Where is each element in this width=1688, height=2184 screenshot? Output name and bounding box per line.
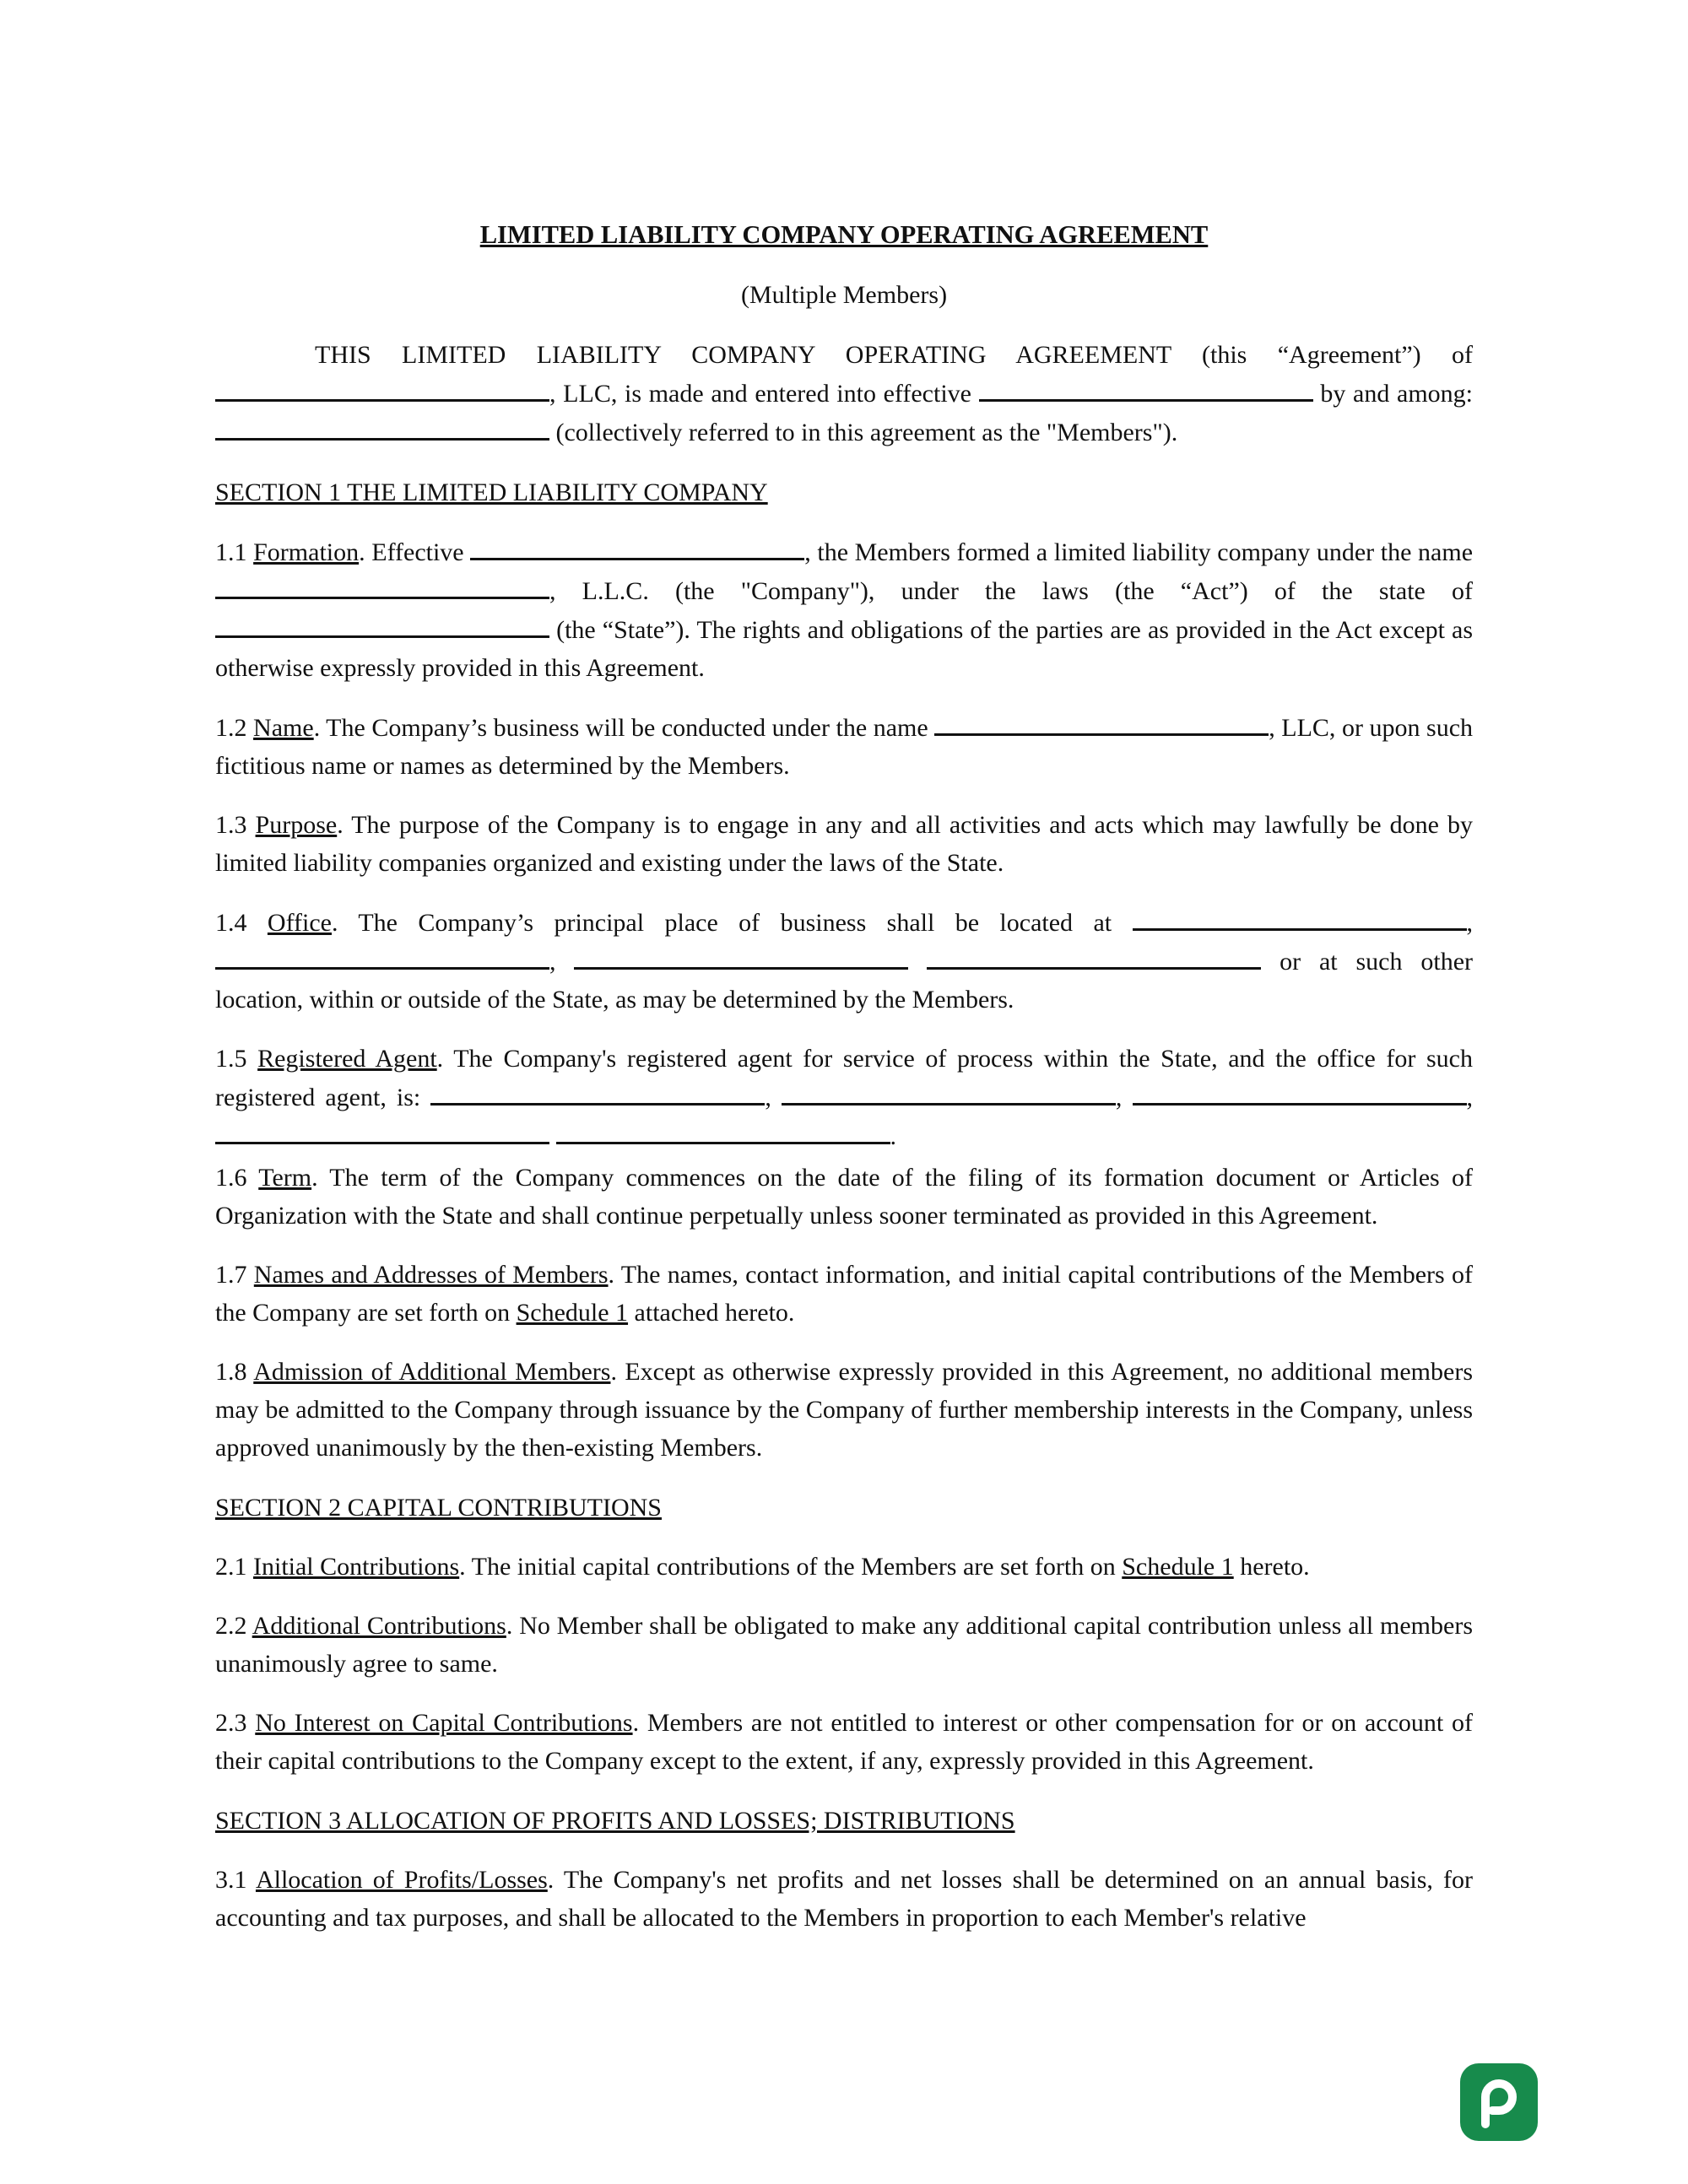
clause-label: Additional Contributions <box>252 1612 506 1640</box>
agent-name-blank[interactable] <box>430 1078 765 1106</box>
intro-paragraph: THIS LIMITED LIABILITY COMPANY OPERATING AGREEMENT (this “Agreement”) of , LLC, is made and entered into effective by and among: (collectively referred to in this agreement as the "Members"). <box>215 336 1473 451</box>
agent-state-blank[interactable] <box>215 1116 549 1144</box>
clause-label: Initial Contributions <box>253 1553 460 1581</box>
section-2-heading: SECTION 2 CAPITAL CONTRIBUTIONS <box>215 1494 662 1522</box>
p-letter-icon <box>1460 2063 1538 2141</box>
business-name-blank[interactable] <box>934 708 1269 736</box>
clause-label: Name <box>253 714 314 742</box>
schedule-1-reference: Schedule 1 <box>516 1299 629 1327</box>
office-state-blank[interactable] <box>574 942 908 970</box>
office-zip-blank[interactable] <box>927 942 1261 970</box>
document-subtitle: (Multiple Members) <box>740 281 948 309</box>
clause-label: Admission of Additional Members <box>253 1358 611 1386</box>
company-name-blank[interactable] <box>215 374 549 402</box>
section-3-heading: SECTION 3 ALLOCATION OF PROFITS AND LOSSES; DISTRIBUTIONS <box>215 1807 1015 1835</box>
schedule-1-reference: Schedule 1 <box>1122 1553 1234 1581</box>
clause-label: Purpose <box>255 811 338 839</box>
p-letter-glyph <box>1460 2063 1538 2141</box>
formation-date-blank[interactable] <box>470 532 804 560</box>
clause-2-3: 2.3 No Interest on Capital Contributions. Members are not entitled to interest or other compensation for or on account of their capital contributions to the Company except to the extent, if any, expressly provided in this Agreement. <box>215 1709 1474 1775</box>
agent-city-blank[interactable] <box>1133 1078 1467 1106</box>
clause-label: Term <box>258 1164 312 1192</box>
clause-3-1: 3.1 Allocation of Profits/Losses. The Company's net profits and net losses shall be determined on an annual basis, for accounting and tax purposes, and shall be allocated to the Members in proportion to each Member's relative <box>215 1866 1473 1932</box>
clause-label: No Interest on Capital Contributions <box>255 1709 633 1737</box>
clause-label: Office <box>267 909 332 937</box>
clause-1-5: 1.5 Registered Agent. The Company's registered agent for service of process within the State, and the office for such registered agent, is: , , , . <box>215 1045 1474 1150</box>
state-blank[interactable] <box>215 610 549 638</box>
clause-1-2: 1.2 Name. The Company’s business will be conducted under the name , LLC, or upon such fictitious name or names as determined by the Members. <box>215 708 1473 785</box>
effective-date-blank[interactable] <box>979 374 1313 402</box>
formation-name-blank[interactable] <box>215 571 549 599</box>
clause-1-1: 1.1 Formation. Effective , the Members formed a limited liability company under the name , L.L.C. (the "Company"), under the laws (the “Act”) of the state of (the “State”). The rights and obligations of the parties are as provided in the Act except as otherwise expressly provided in this Agreement. <box>215 532 1473 687</box>
clause-1-8: 1.8 Admission of Additional Members. Except as otherwise expressly provided in this Agreement, no additional members may be admitted to the Company through issuance by the Company of further membership interests in the Company, unless approved unanimously by the then-existing Members. <box>215 1358 1473 1462</box>
clause-2-1: 2.1 Initial Contributions. The initial capital contributions of the Members are set forth on Schedule 1 hereto. <box>215 1553 1310 1581</box>
section-1-heading: SECTION 1 THE LIMITED LIABILITY COMPANY <box>215 478 768 506</box>
clause-label: Registered Agent <box>257 1045 437 1073</box>
document-title: LIMITED LIABILITY COMPANY OPERATING AGREEMENT <box>479 220 1209 249</box>
clause-label: Formation <box>253 538 360 566</box>
office-city-blank[interactable] <box>215 942 549 970</box>
members-blank[interactable] <box>215 413 549 441</box>
clause-label: Names and Addresses of Members <box>253 1261 609 1289</box>
clause-1-4: 1.4 Office. The Company’s principal place of business shall be located at , , or at such other location, within or outside of the State, as may be determined by the Members. <box>215 903 1473 1019</box>
clause-2-2: 2.2 Additional Contributions. No Member shall be obligated to make any additional capital contribution unless all members unanimously agree to same. <box>215 1612 1473 1678</box>
clause-1-6: 1.6 Term. The term of the Company commences on the date of the filing of its formation document or Articles of Organization with the State and shall continue perpetually unless sooner terminated as provided in this Agreement. <box>215 1164 1473 1230</box>
office-address-blank[interactable] <box>1133 903 1467 931</box>
document-page <box>215 216 1473 1937</box>
agent-address-blank[interactable] <box>782 1078 1116 1106</box>
clause-1-3: 1.3 Purpose. The purpose of the Company is to engage in any and all activities and acts which may lawfully be done by limited liability companies organized and existing under the laws of the State. <box>215 811 1474 877</box>
clause-1-7: 1.7 Names and Addresses of Members. The names, contact information, and initial capital contributions of the Members of the Company are set forth on Schedule 1 attached hereto. <box>215 1261 1473 1327</box>
clause-label: Allocation of Profits/Losses <box>255 1866 548 1894</box>
agent-zip-blank[interactable] <box>556 1116 890 1144</box>
